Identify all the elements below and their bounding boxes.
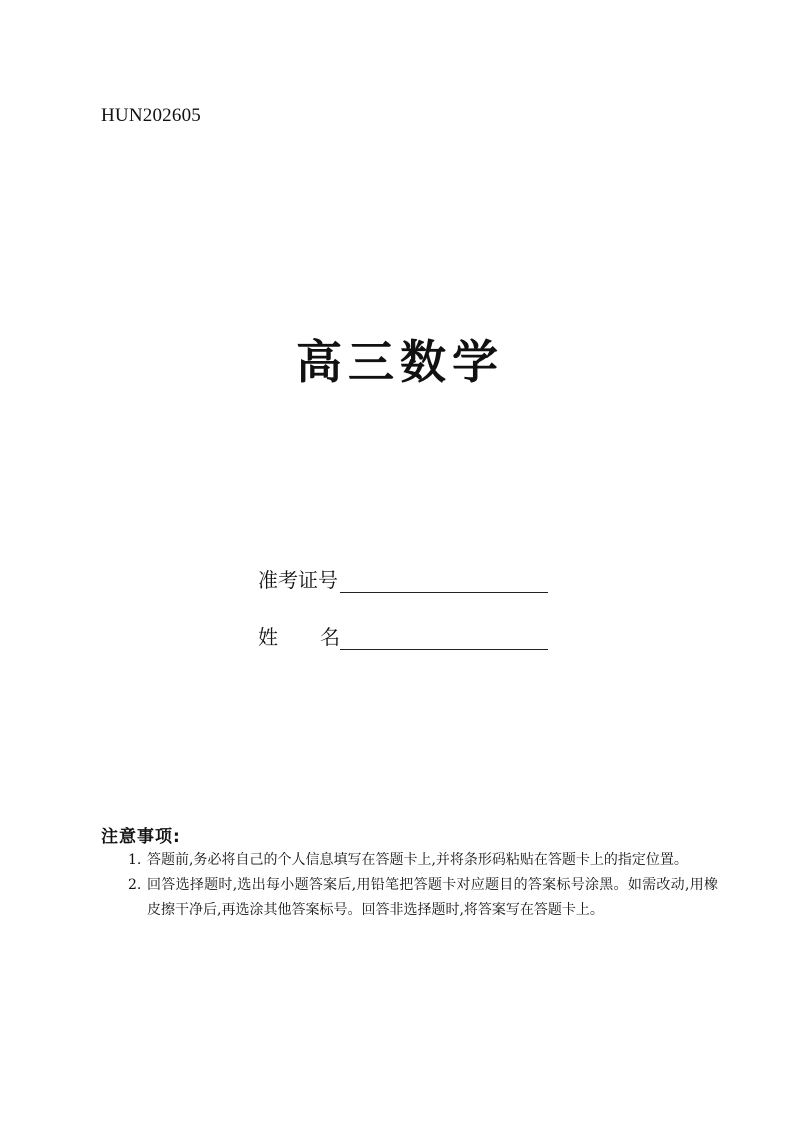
admission-number-field <box>258 564 548 593</box>
exam-title: 高三数学 <box>296 335 504 389</box>
admission-number-blank[interactable] <box>340 570 548 593</box>
note-item <box>128 848 718 873</box>
note-text: 答题前,务必将自己的个人信息填写在答题卡上,并将条形码粘贴在答题卡上的指定位置。 <box>147 852 688 868</box>
exam-code: HUN202605 <box>101 105 201 126</box>
name-field <box>258 621 548 650</box>
note-item <box>128 873 718 923</box>
note-text: 回答选择题时,选出每小题答案后,用铅笔把答题卡对应题目的答案标号涂黑。如需改动,用橡皮擦干净后,再选涂其他答案标号。回答非选择题时,将答案写在答题卡上。 <box>147 877 718 918</box>
note-number: 1. <box>128 852 142 868</box>
name-label <box>258 621 340 650</box>
notes-heading: 注意事项: <box>101 827 181 847</box>
admission-number-label: 准考证号 <box>258 568 338 592</box>
notes-list <box>128 848 718 923</box>
name-label-part-1: 姓 <box>258 625 278 649</box>
name-label-part-2: 名 <box>320 625 340 649</box>
note-number: 2. <box>128 877 142 893</box>
name-blank[interactable] <box>340 627 548 650</box>
